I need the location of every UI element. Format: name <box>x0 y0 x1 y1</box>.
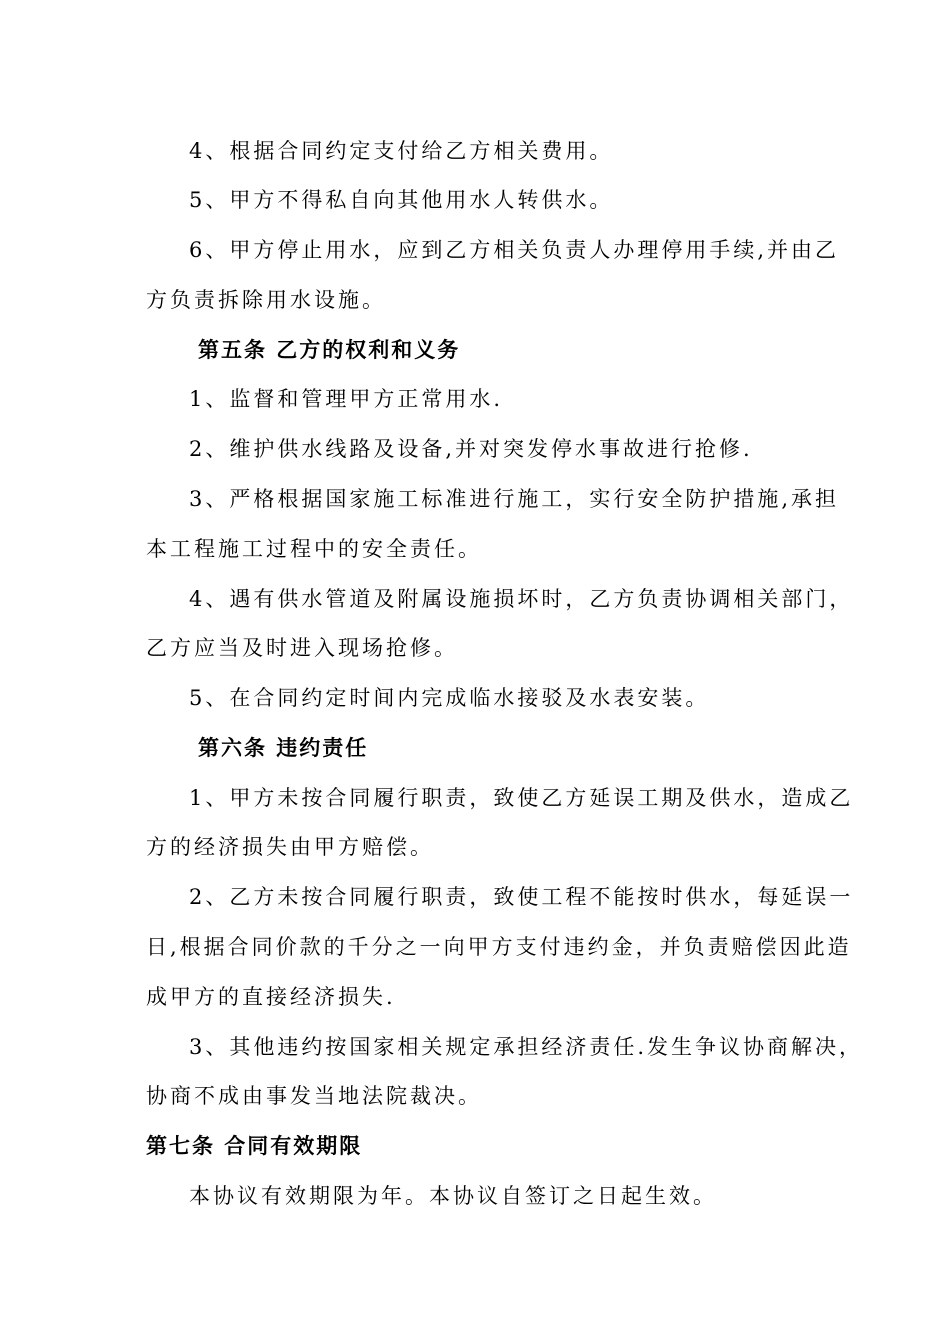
article-7-item-1: 本协议有效期限为年。本协议自签订之日起生效。 <box>189 1184 717 1208</box>
article-6-item-3: 3、其他违约按国家相关规定承担经济责任.发生争议协商解决， <box>189 1035 864 1059</box>
article-6-item-2: 2、乙方未按合同履行职责，致使工程不能按时供水，每延误一 <box>189 885 854 909</box>
article-4-item-6: 6、甲方停止用水，应到乙方相关负责人办理停用手续,并由乙 <box>189 238 840 262</box>
article-5-item-4: 4、遇有供水管道及附属设施损坏时，乙方负责协调相关部门， <box>189 587 854 611</box>
article-6-item-2-continued: 日,根据合同价款的千分之一向甲方支付违约金，并负责赔偿因此造 <box>146 935 852 959</box>
article-5-item-4-continued: 乙方应当及时进入现场抢修。 <box>146 636 458 660</box>
article-7-heading: 第七条 合同有效期限 <box>146 1134 363 1158</box>
article-4-item-5: 5、甲方不得私自向其他用水人转供水。 <box>189 188 614 212</box>
article-6-item-1: 1、甲方未按合同履行职责，致使乙方延误工期及供水，造成乙 <box>189 786 854 810</box>
article-5-item-2: 2、维护供水线路及设备,并对突发停水事故进行抢修. <box>189 437 753 461</box>
article-4-item-6-continued: 方负责拆除用水设施。 <box>146 288 386 312</box>
article-5-item-1: 1、监督和管理甲方正常用水. <box>189 387 504 411</box>
article-5-item-5: 5、在合同约定时间内完成临水接驳及水表安装。 <box>189 686 710 710</box>
article-5-item-3: 3、严格根据国家施工标准进行施工，实行安全防护措施,承担 <box>189 487 840 511</box>
article-6-item-1-continued: 方的经济损失由甲方赔偿。 <box>146 835 434 859</box>
article-5-item-3-continued: 本工程施工过程中的安全责任。 <box>146 537 482 561</box>
article-6-item-3-continued: 协商不成由事发当地法院裁决。 <box>146 1084 482 1108</box>
article-4-item-4: 4、根据合同约定支付给乙方相关费用。 <box>189 139 614 163</box>
article-5-heading: 第五条 乙方的权利和义务 <box>198 338 461 362</box>
article-6-heading: 第六条 违约责任 <box>198 736 369 760</box>
article-6-item-2-continued-2: 成甲方的直接经济损失. <box>146 985 396 1009</box>
